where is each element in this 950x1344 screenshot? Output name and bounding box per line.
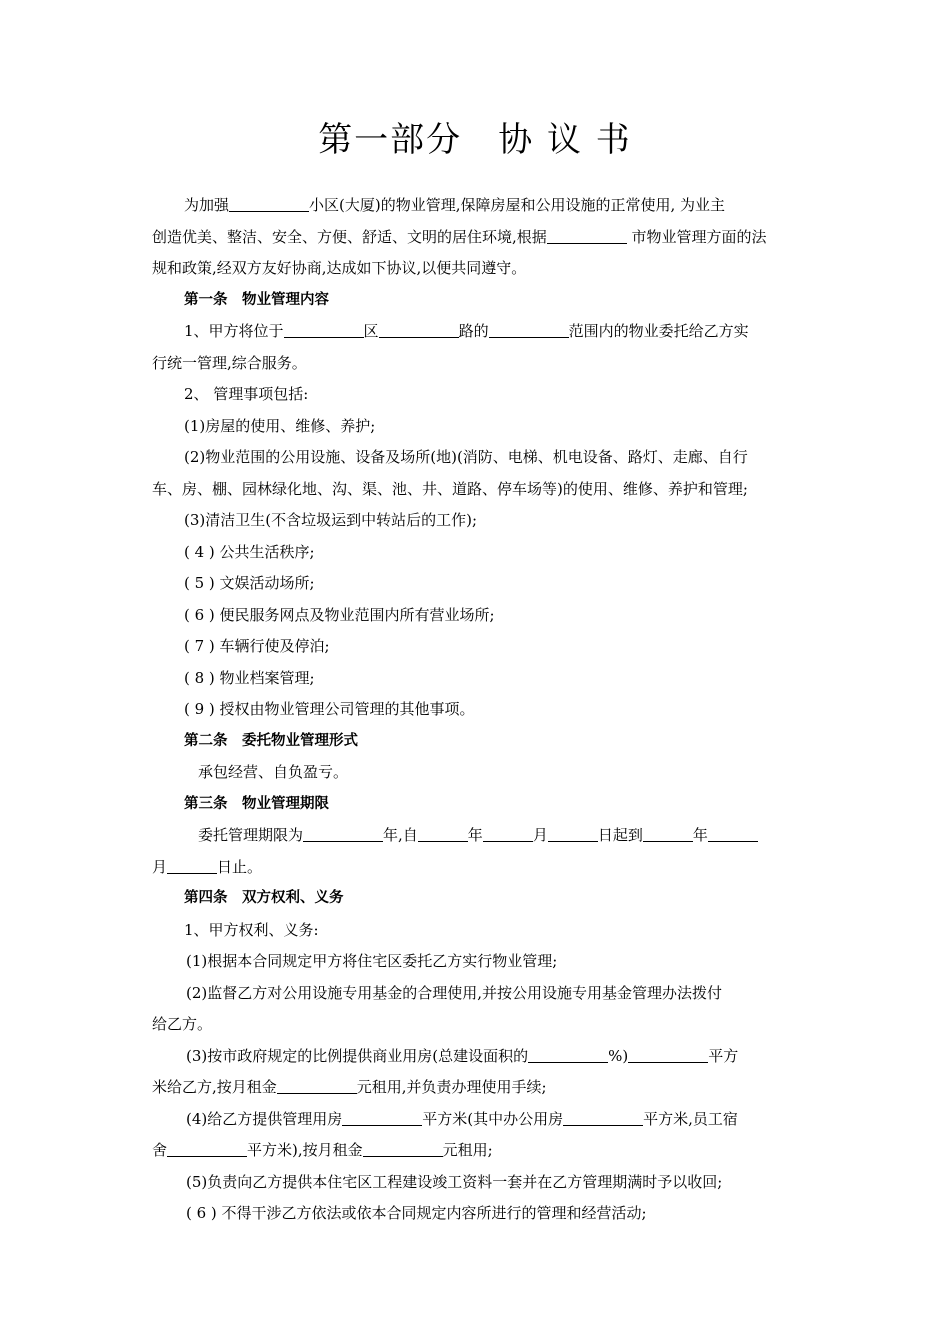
art2-text: 承包经营、自负盈亏。	[198, 763, 349, 781]
intro-line-3: 规和政策,经双方友好协商,达成如下协议,以便共同遵守。	[152, 259, 527, 277]
intro-line-1: 为加强 小区(大厦)的物业管理,保障房屋和公用设施的正常使用, 为业主	[152, 190, 808, 222]
blank-field	[643, 823, 693, 842]
art1-clause-2: 2、 管理事项包括:	[184, 385, 309, 403]
blank-field	[563, 1107, 643, 1126]
blank-field	[229, 193, 309, 212]
list-item: ( 8 ) 物业档案管理;	[184, 668, 315, 687]
list-item: (2)物业范围的公用设施、设备及场所(地)(消防、电梯、机电设备、路灯、走廊、自行	[184, 448, 748, 466]
art3-term-line-1: 委托管理期限为 年,自 年 月 日起到 年	[152, 820, 808, 852]
art1-clause-1-cont: 行统一管理,综合服务。	[152, 353, 307, 372]
list-item: ( 6 ) 不得干涉乙方依法或依本合同规定内容所进行的管理和经营活动;	[186, 1204, 647, 1222]
blank-field	[277, 1075, 357, 1094]
blank-field	[342, 1107, 422, 1126]
list-item: (1)房屋的使用、维修、养护;	[184, 416, 376, 435]
list-item: (3)按市政府规定的比例提供商业用房(总建设面积的 %) 平方	[152, 1041, 808, 1073]
list-item: (4)给乙方提供管理用房 平方米(其中办公用房 平方米,员工宿	[152, 1104, 808, 1136]
blank-field	[303, 823, 383, 842]
article-2-heading: 第二条 委托物业管理形式	[184, 732, 358, 749]
blank-field	[167, 1138, 247, 1157]
blank-field	[528, 1044, 608, 1063]
article-1-heading: 第一条 物业管理内容	[184, 291, 329, 308]
list-item: (1)根据本合同规定甲方将住宅区委托乙方实行物业管理;	[186, 952, 558, 970]
blank-field	[284, 319, 364, 338]
blank-field	[547, 225, 627, 244]
blank-field	[483, 823, 533, 842]
art4-sub-1: 1、甲方权利、义务:	[184, 920, 319, 939]
article-3-heading: 第三条 物业管理期限	[184, 795, 329, 812]
title-main: 协 议 书	[498, 120, 632, 160]
blank-field	[628, 1044, 708, 1063]
blank-field	[489, 319, 569, 338]
document-body	[152, 190, 808, 1230]
list-item-cont: 给乙方。	[152, 1015, 213, 1033]
blank-field	[418, 823, 468, 842]
list-item: ( 9 ) 授权由物业管理公司管理的其他事项。	[184, 700, 475, 718]
blank-field	[548, 823, 598, 842]
blank-field	[379, 319, 459, 338]
list-item: (2)监督乙方对公用设施专用基金的合理使用,并按公用设施专用基金管理办法拨付	[186, 983, 723, 1002]
title-part: 第一部分	[318, 120, 463, 160]
list-item: ( 6 ) 便民服务网点及物业范围内所有营业场所;	[184, 605, 495, 624]
list-item: ( 4 ) 公共生活秩序;	[184, 542, 315, 561]
list-item-cont: 米给乙方,按月租金 元租用,并负责办理使用手续;	[152, 1072, 808, 1104]
page-title	[0, 112, 950, 161]
blank-field	[708, 823, 758, 842]
list-item-cont: 车、房、棚、园林绿化地、沟、渠、池、井、道路、停车场等)的使用、维修、养护和管理;	[152, 479, 748, 498]
art1-clause-1: 1、甲方将位于 区 路的 范围内的物业委托给乙方实	[152, 316, 808, 348]
list-item: ( 5 ) 文娱活动场所;	[184, 574, 315, 592]
intro-line-2: 创造优美、整洁、安全、方便、舒适、文明的居住环境,根据 市物业管理方面的法	[152, 222, 808, 254]
blank-field	[167, 855, 217, 874]
blank-field	[363, 1138, 443, 1157]
list-item-cont: 舍 平方米),按月租金 元租用;	[152, 1135, 808, 1167]
list-item: (3)清洁卫生(不含垃圾运到中转站后的工作);	[184, 511, 478, 529]
list-item: (5)负责向乙方提供本住宅区工程建设竣工资料一套并在乙方管理期满时予以收回;	[186, 1172, 723, 1191]
article-4-heading: 第四条 双方权利、义务	[184, 890, 344, 906]
art3-term-line-2: 月 日止。	[152, 852, 808, 884]
list-item: ( 7 ) 车辆行使及停泊;	[184, 637, 330, 655]
